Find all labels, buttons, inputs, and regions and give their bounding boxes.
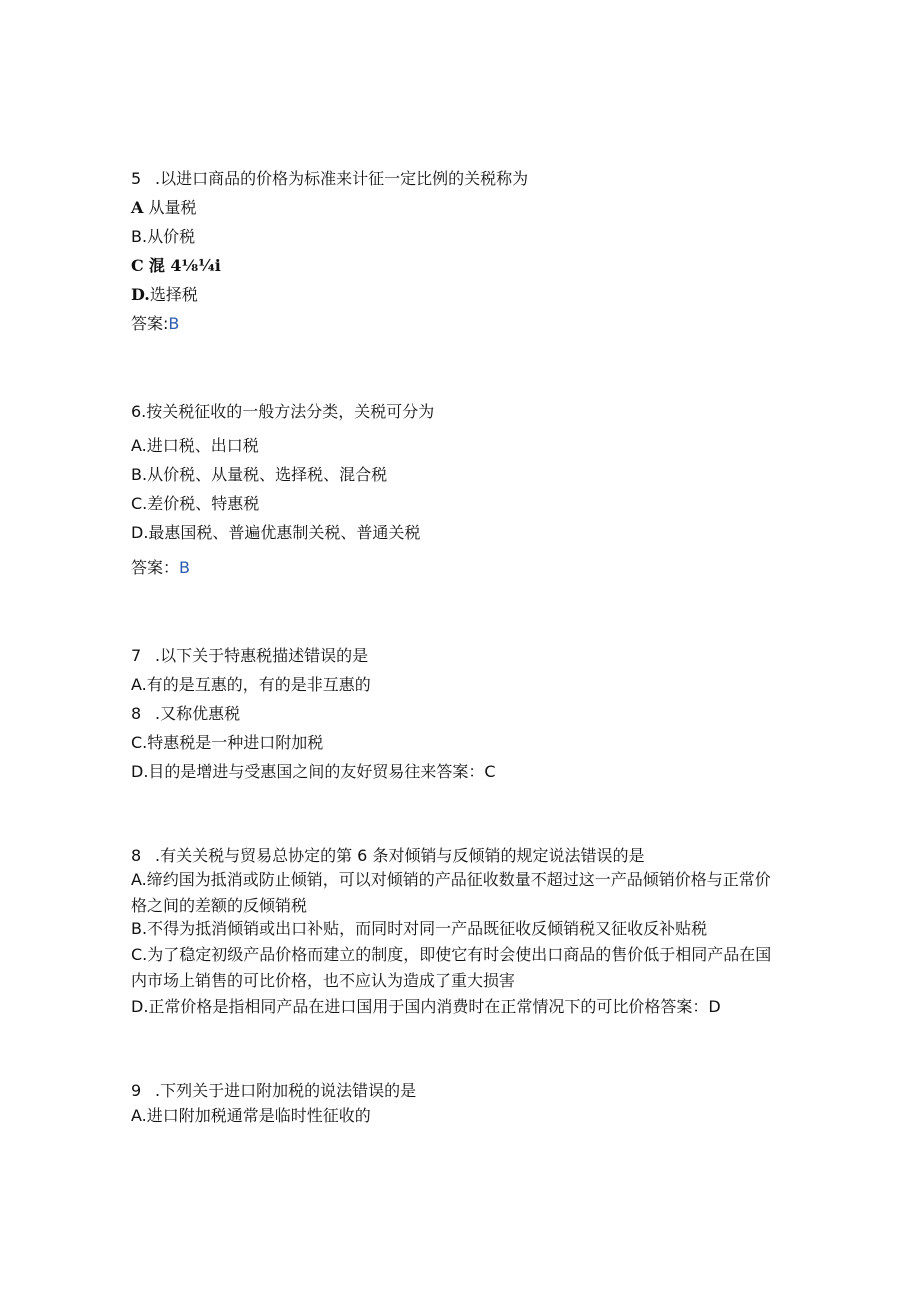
q5-option-b bbox=[131, 226, 195, 248]
q8-option-d: D.正常价格是指相同产品在进口国用于国内消费时在正常情况下的可比价格答案：D bbox=[131, 997, 721, 1016]
q7-stem-text: .以下关于特惠税描述错误的是 bbox=[155, 646, 369, 665]
q5-option-d-letter: D. bbox=[131, 285, 150, 304]
q7-option-b bbox=[131, 703, 240, 725]
q5-answer bbox=[131, 313, 179, 335]
q5-answer-value: B bbox=[168, 314, 180, 333]
q5-option-c-letter: C bbox=[131, 256, 144, 275]
q8-option-a: A.缔约国为抵消或防止倾销，可以对倾销的产品征收数量不超过这一产品倾销价格与正常价格之间的差额的反倾销税 bbox=[131, 870, 771, 915]
q6-option-b: B.从价税、从量税、选择税、混合税 bbox=[131, 465, 388, 484]
q8-option-b: B.不得为抵消倾销或出口补贴，而同时对同一产品既征收反倾销税又征收反补贴税 bbox=[131, 919, 708, 938]
q7-option-d: D.目的是增进与受惠国之间的友好贸易往来答案：C bbox=[131, 762, 496, 781]
q5-option-b-text: 从价税 bbox=[147, 227, 196, 246]
q6-option-c: C.差价税、特惠税 bbox=[131, 494, 260, 513]
q6-stem: 6.按关税征收的一般方法分类，关税可分为 bbox=[131, 402, 435, 421]
q7-number: 7 bbox=[131, 646, 142, 665]
q5-option-d-text: 选择税 bbox=[149, 285, 198, 304]
q7-option-b-number: 8 bbox=[131, 704, 142, 723]
q6-option-a: A.进口税、出口税 bbox=[131, 436, 259, 455]
q9-stem bbox=[131, 1080, 416, 1102]
q5-option-a-letter: A bbox=[131, 198, 144, 217]
q9-stem-text: .下列关于进口附加税的说法错误的是 bbox=[155, 1081, 417, 1100]
q8-stem-text: .有关关税与贸易总协定的第 6 条对倾销与反倾销的规定说法错误的是 bbox=[155, 846, 645, 865]
q5-option-a-text: 从量税 bbox=[148, 198, 197, 217]
q5-option-a bbox=[131, 197, 197, 219]
q6-answer-label: 答案： bbox=[131, 558, 180, 577]
q5-option-d bbox=[131, 284, 198, 306]
q5-number: 5 bbox=[131, 169, 142, 188]
q6-answer-value: B bbox=[179, 558, 190, 577]
q7-stem bbox=[131, 645, 368, 667]
q5-option-c-text: 混 4⅛¼i bbox=[148, 256, 221, 275]
q7-option-c: C.特惠税是一种进口附加税 bbox=[131, 733, 324, 752]
q5-answer-label: 答案: bbox=[131, 314, 169, 333]
q9-option-a: A.进口附加税通常是临时性征收的 bbox=[131, 1106, 371, 1125]
q5-option-b-letter: B. bbox=[131, 227, 148, 246]
q5-stem-text: .以进口商品的价格为标准来计征一定比例的关税称为 bbox=[155, 169, 529, 188]
q9-number: 9 bbox=[131, 1081, 142, 1100]
q7-option-b-text: .又称优惠税 bbox=[155, 704, 241, 723]
q6-answer bbox=[131, 557, 190, 579]
q8-stem bbox=[131, 845, 644, 867]
q7-option-a: A.有的是互惠的，有的是非互惠的 bbox=[131, 675, 371, 694]
q5-option-c bbox=[131, 255, 221, 277]
q8-option-c: C.为了稳定初级产品价格而建立的制度，即使它有时会使出口商品的售价低于相同产品在国内市场上销售的可比价格，也不应认为造成了重大损害 bbox=[131, 945, 772, 990]
q5-stem bbox=[131, 168, 528, 190]
q8-number: 8 bbox=[131, 846, 142, 865]
q6-option-d: D.最惠国税、普遍优惠制关税、普通关税 bbox=[131, 523, 421, 542]
